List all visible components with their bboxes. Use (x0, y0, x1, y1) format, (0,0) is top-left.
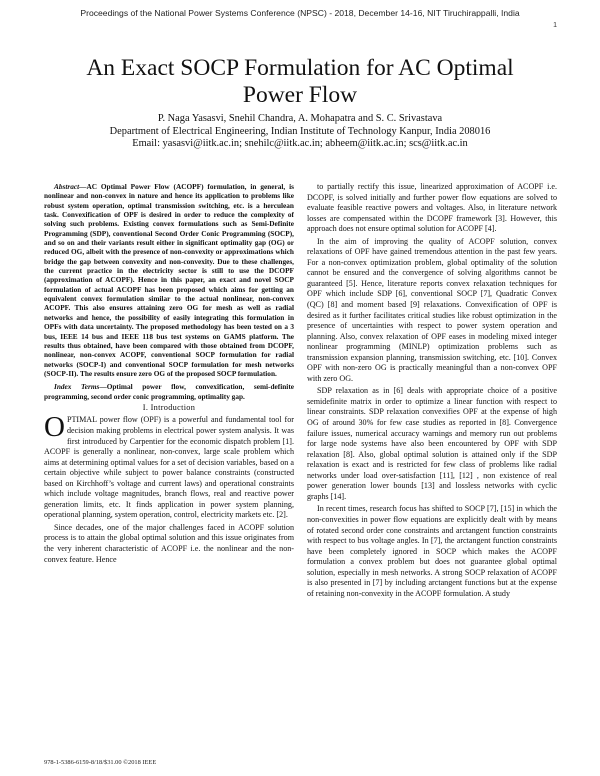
section-heading-introduction: I. Introduction (142, 402, 196, 412)
abstract: Abstract—AC Optimal Power Flow (ACOPF) formulation, in general, is nonlinear and non-convex in nature and hence its application to problems like robust system operation, optimal transmission switching, etc. is a herculean task. Convexification of OPF is desired in order to reduce the complexity of solving such problems. Existing convex formulations such as Semi-Definite Programming (SDP), conventional Second Order Conic Programming (SOCP), and so on and their variants result either in significant optimality gap (OG) or reduced OG, albeit with the presence of non-convexity or approximations which bridge the gap between convexity and non-convexity. Due to these challenges, the current practice in the electricity sector is still to use the DCOPF (approximation of ACOPF). Hence in this paper, an exact and novel SOCP formulation of actual ACOPF has been proposed which aims for getting an equivalent convex formulation similar to the actual nonlinear, non-convex ACOPF. This also ensures attaining zero OG for mesh as well as radial networks and hence, the possibility of easily integrating this formulation in OPFs with data uncertainty. The proposed methodology has been tested on a 3 bus, IEEE 14 bus and IEEE 118 bus test systems on GAMS platform. The results thus obtained, have been compared with those obtained from DCOPF, nonlinear, non-convex ACOPF, conventional SOCP formulation for radial networks (SOCP-I) and conventional SOCP formulation for mesh networks (SOCP-II). The results ensure zero OG of the proposed SOCP formulation. (44, 182, 294, 378)
running-header: Proceedings of the National Power Systems Conference (NPSC) - 2018, December 14-16, NIT Tiruchirappalli, India (80, 8, 520, 18)
author-affiliation: Department of Electrical Engineering, Indian Institute of Technology Kanpur, India 208016 (109, 125, 491, 137)
left-column (44, 182, 294, 567)
page-number: 1 (553, 22, 557, 29)
index-terms-text: Optimal power flow, convexification, semi-definite programming, second order conic programming, optimality gap. (44, 382, 294, 401)
paper-title-line-1: An Exact SOCP Formulation for AC Optimal (86, 55, 514, 81)
author-names: P. Naga Yasasvi, Snehil Chandra, A. Mohapatra and S. C. Srivastava (157, 113, 443, 124)
abstract-text: AC Optimal Power Flow (ACOPF) formulation, in general, is nonlinear and non-convex in nature and hence its application to problems like robust system operation, optimal transmission switching, etc. is a herculean task. Convexification of OPF is desired in order to reduce the complexity of solving such problems. Existing convex formulations such as Semi-Definite Programming (SDP), conventional Second Order Conic Programming (SOCP), and so on and their variants result either in significant optimality gap (OG) or reduced OG, albeit with the presence of non-convexity or approximations which bridge the gap between convexity and non-convexity. Due to these challenges, the current practice in the electricity sector is still to use the DCOPF (approximation of ACOPF). Hence in this paper, an exact and novel SOCP formulation of actual ACOPF has been proposed which aims for getting an equivalent convex formulation similar to the actual nonlinear, non-convex ACOPF. This also ensures attaining zero OG for mesh as well as radial networks and hence, the possibility of easily integrating this formulation in OPFs with data uncertainty. The proposed methodology has been tested on a 3 bus, IEEE 14 bus and IEEE 118 bus test systems on GAMS platform. The results thus obtained, have been compared with those obtained from DCOPF, nonlinear, non-convex ACOPF, conventional SOCP formulation for radial networks (SOCP-I) and conventional SOCP formulation for mesh networks (SOCP-II). The results ensure zero OG of the proposed SOCP formulation. (44, 182, 294, 378)
index-terms-label: Index Terms (54, 382, 100, 392)
intro-paragraph-2: Since decades, one of the major challenges faced in ACOPF solution process is to attain the global optimal solution and this issue originates from the very inherent characteristic of ACOPF i.e. the nonlinear and the non-convex feature. Hence (44, 522, 294, 564)
right-paragraph-2: In the aim of improving the quality of ACOPF solution, convex relaxations of OPF have gained tremendous attention in the past few years. For a non-convex optimization problem, global optimality of the solution cannot be ensured and the convergence of solving algorithms cannot be guaranteed [5]. Hence, literature reports convex relaxation techniques for OPF which include SDP [6], conventional SOCP [7], Quadratic Convex (QC) [8] and moment based [9] relaxations. Convexification of OPF is desired as it further facilitates critical studies like robust optimization in the presence of uncertainties with respect to power system operation and planning. Also, convex relaxation of OPF eases in modeling mixed integer nonlinear programming (MINLP) optimization problems such as transmission expansion planning, transmission switching, etc. [10]. Convex OPF with non-zero OG is practically meaningful than a non-convex OPF with zero OG. (307, 236, 557, 383)
paper-title-line-2: Power Flow (242, 82, 358, 108)
index-terms: Index Terms—Optimal power flow, convexification, semi-definite programming, second order conic programming, optimality gap. (44, 382, 294, 401)
intro-paragraph-1-text: PTIMAL power flow (OPF) is a powerful and fundamental tool for decision making problems in electrical power system analysis. It was first introduced by Carpentier for the economic dispatch problem [1]. ACOPF is generally a nonlinear, non-convex, large scale problem which aims at determining optimal values for a set of decision variables, based on a certain objective while subject to power balance constraints (constructed based on Kirchhoff’s voltage and current laws) and operational constraints which include voltage magnitudes, branch flows, real and reactive power generation limits, etc. It finds application in power system planning, operational planning, system operation, control, electricity markets etc. [2]. (44, 415, 294, 520)
right-paragraph-3: SDP relaxation as in [6] deals with appropriate choice of a positive semidefinite matrix in order to optimize a linear function with respect to linear constraints. SDP relaxation convexifies OPF at the expense of high OG of around 30% for few case studies as reported in [8]. Convergence failure issues, numerical accuracy warnings and memory run out problems for large node systems have also been encountered by OPF with SDP relaxation [8]. Also, global optimal solution is attained only if the SDP relaxation is exact and is restricted for few class of problems like radial networks under load over-satisfaction [11], [12] , non existence of real power generation lower bounds [13] and lossless networks with cyclic graphs [14]. (307, 386, 557, 501)
right-paragraph-1: to partially rectify this issue, linearized approximation of ACOPF i.e. DCOPF, is solved initially and further power flow equations are solved to evaluate feasible reactive powers and voltages. Also, in literature network losses are compensated within the DCOPF framework [3]. However, this approach does not ensure optimal solution for ACOPF [4]. (307, 182, 557, 234)
abstract-label: Abstract (54, 182, 80, 191)
author-emails: Email: yasasvi@iitk.ac.in; snehilc@iitk.ac.in; abheem@iitk.ac.in; scs@iitk.ac.in (132, 138, 468, 149)
right-column (307, 182, 557, 601)
copyright-footer: 978-1-5386-6159-8/18/$31.00 ©2018 IEEE (44, 759, 157, 766)
paper-title (50, 55, 550, 109)
drop-cap: O (44, 411, 65, 444)
intro-paragraph-1 (44, 411, 294, 520)
author-block (40, 113, 560, 151)
right-paragraph-4: In recent times, research focus has shifted to SOCP [7], [15] in which the non-convexities in power flow equations are explicitly dealt with by means of rotated second order cone constraints and arctangent function constraints with respect to bus voltage angles. In [7], the arctangent function constraints have been completely ignored in SOCP which makes the ACOPF formulation a convex problem but does not guarantee global optimal solution, especially in mesh networks. A strong SOCP relaxation of ACOPF is also presented in [7] by including arctangent functions but at the expense of retaining non-convexity in the ACOPF formulation. A study (307, 504, 557, 598)
